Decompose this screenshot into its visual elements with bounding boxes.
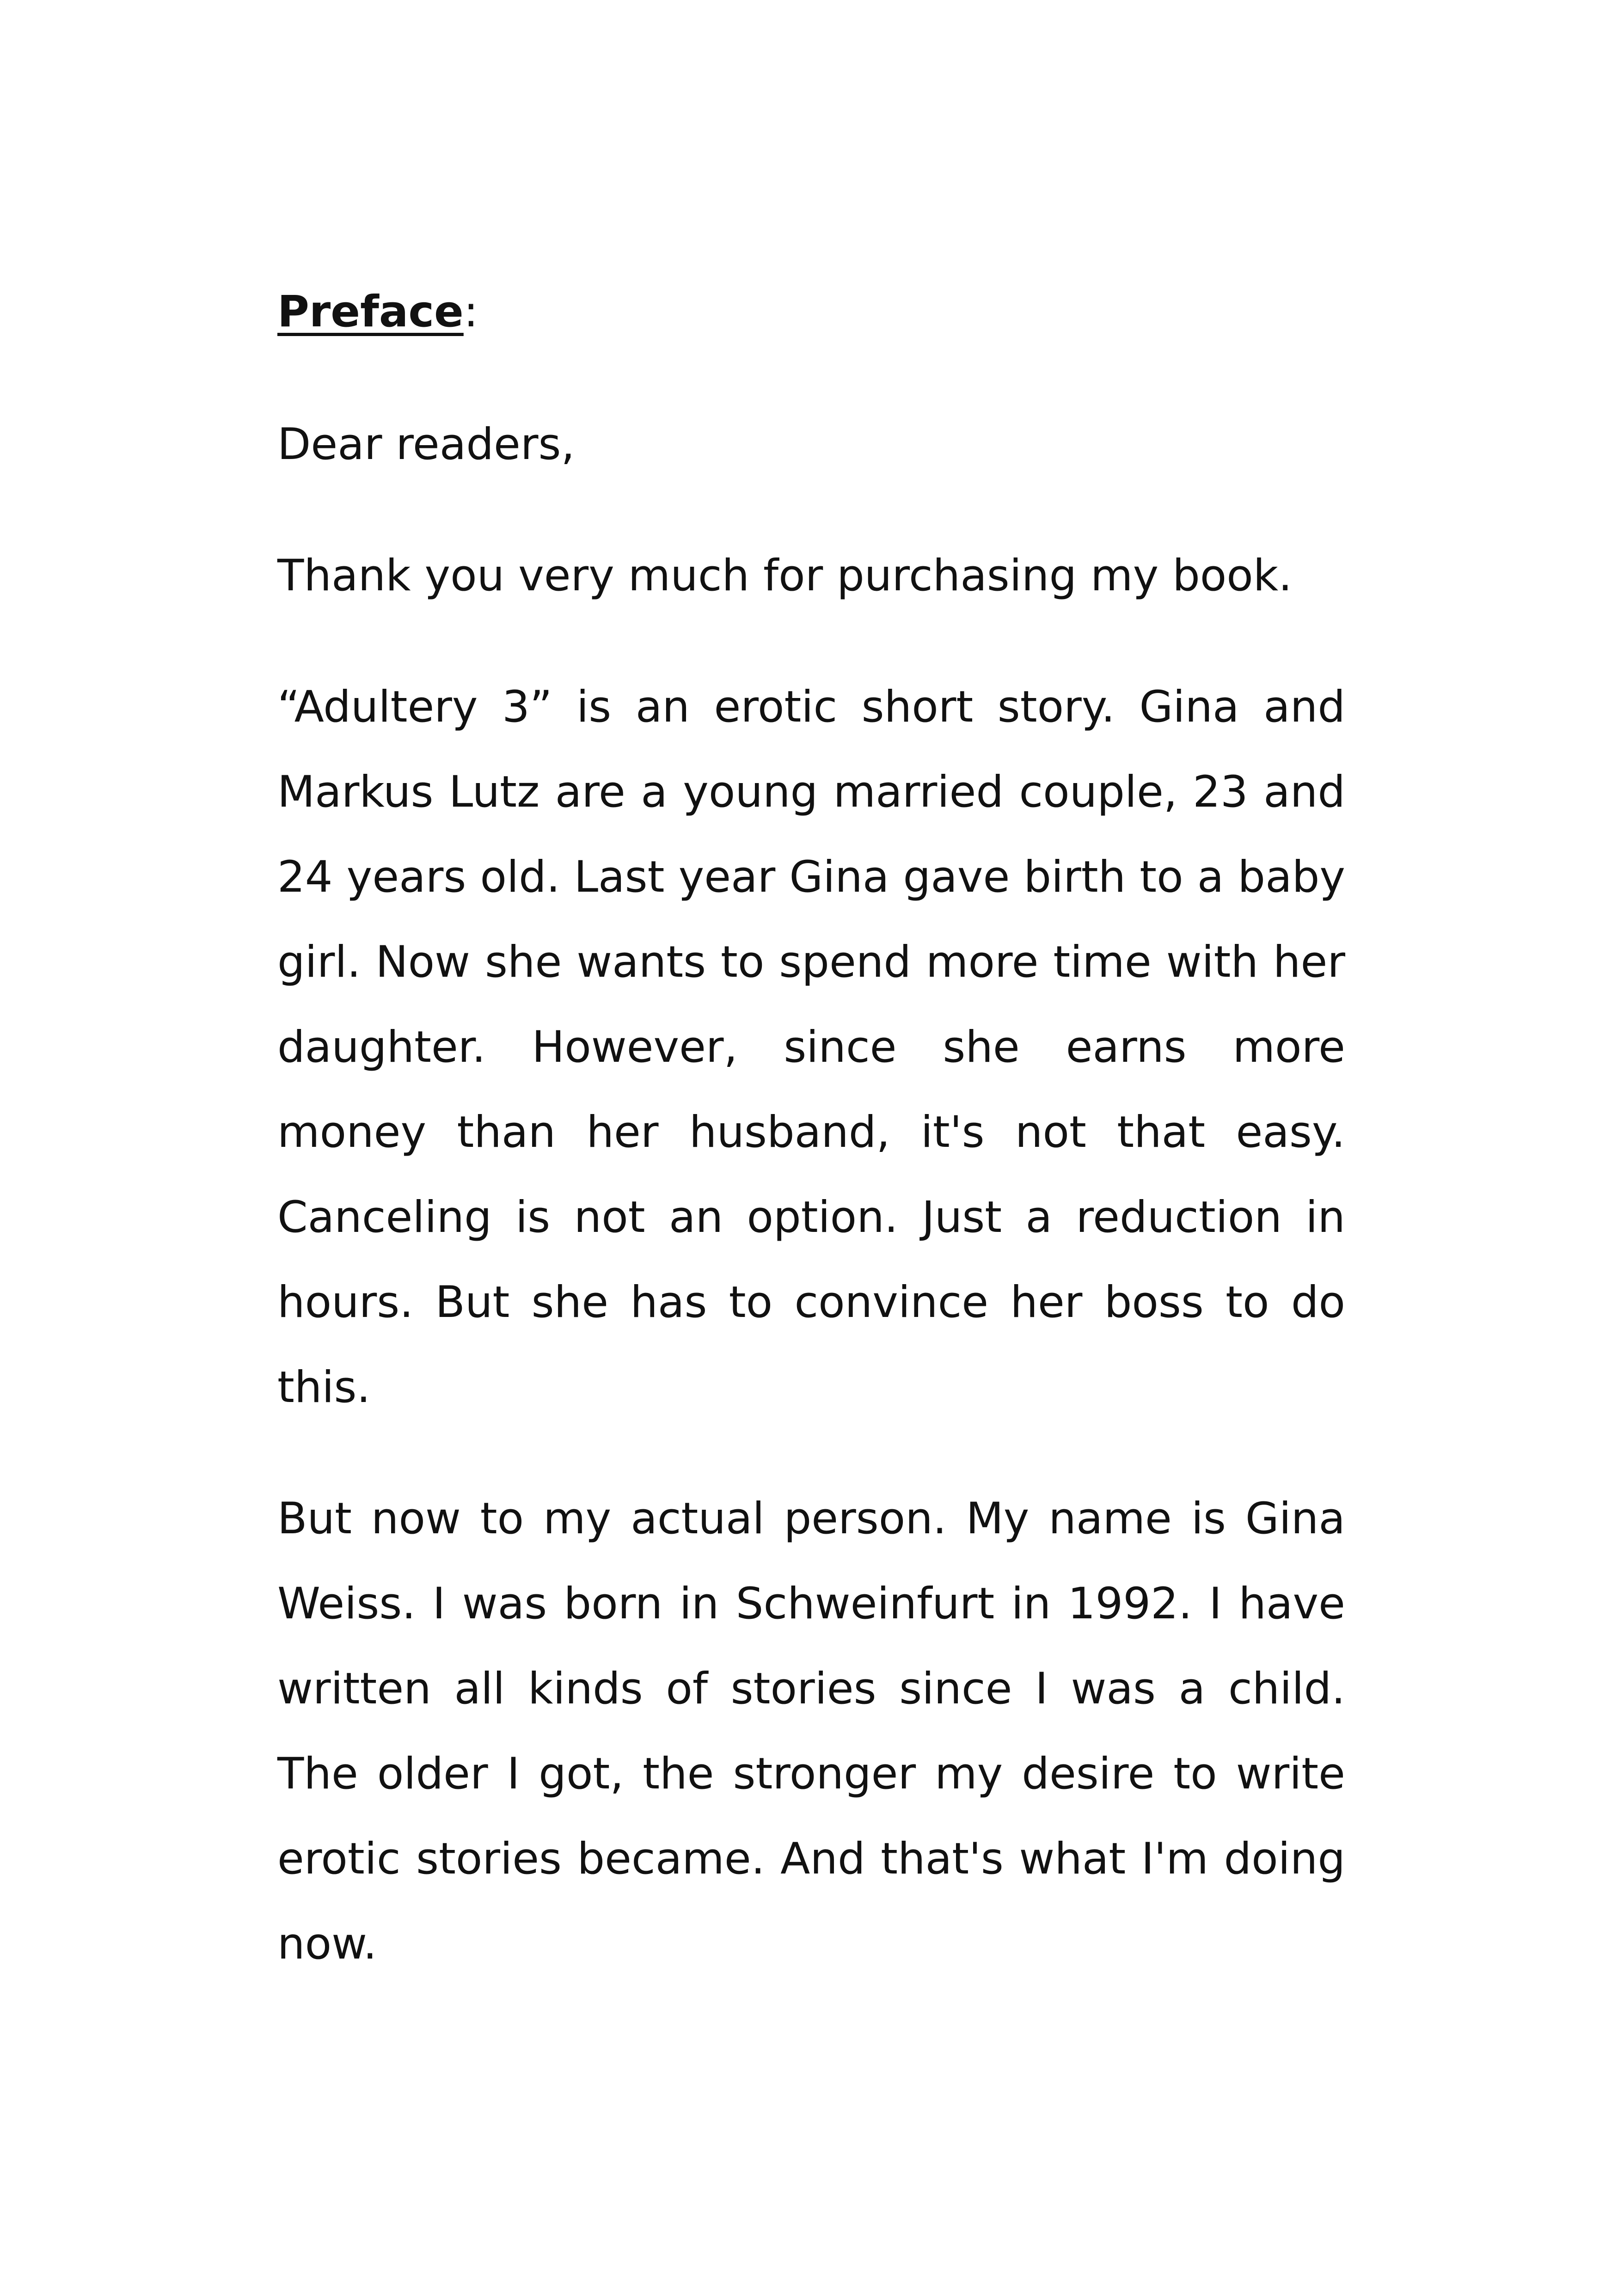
- paragraph-story-summary: “Adultery 3” is an erotic short story. Gina and Markus Lutz are a young married couple, 23 and 24 years old. Last year Gina gave birth to a baby girl. Now she wants to spend more time with her daughter. However, since she earns more money than her husband, it's not that easy. Canceling is not an option. Just a reduction in hours. But she has to convince her boss to do this.: [277, 682, 1345, 1413]
- paragraph-thanks: Thank you very much for purchasing my book.: [277, 551, 1293, 601]
- paragraph-author-bio: But now to my actual person. My name is Gina Weiss. I was born in Schweinfurt in 1992. I have written all kinds of stories since I was a child. The older I got, the stronger my desire to write erotic stories became. And that's what I'm doing now.: [277, 1494, 1345, 1969]
- section-heading: [277, 277, 1345, 347]
- salutation: Dear readers,: [277, 419, 575, 470]
- heading-title: Preface: [277, 287, 464, 337]
- page-content: [277, 277, 1345, 2033]
- heading-suffix: :: [463, 287, 478, 337]
